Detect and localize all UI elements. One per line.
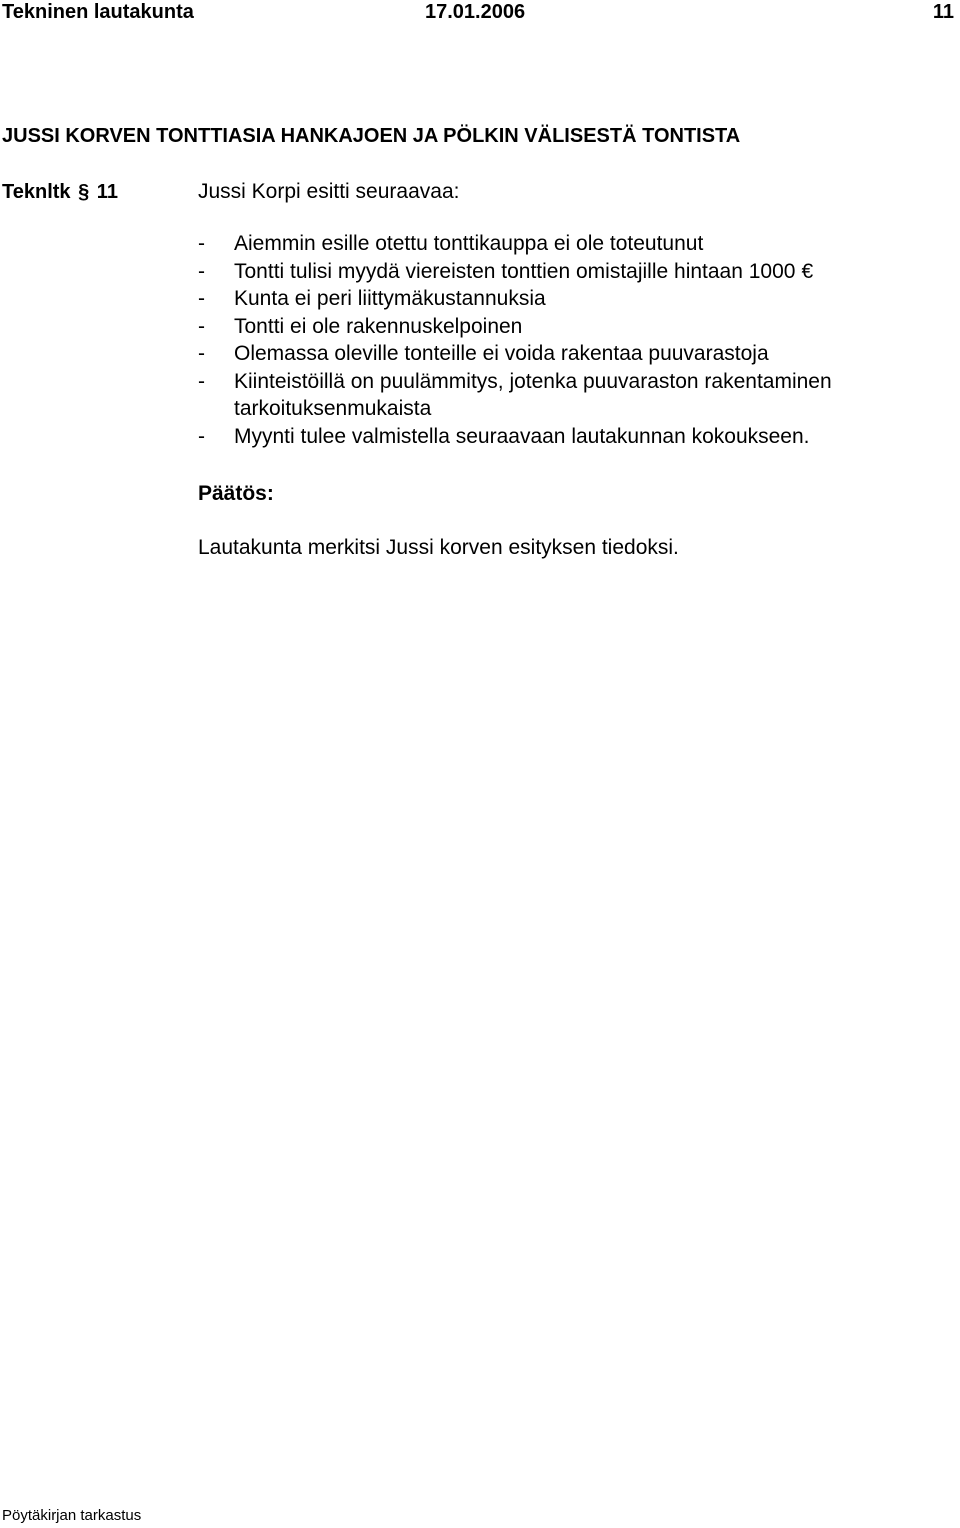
list-item-text: Olemassa oleville tonteille ei voida rakentaa puuvarastoja — [234, 342, 769, 365]
section-body: Teknltk — [2, 181, 71, 203]
list-item-text: Kunta ei peri liittymäkustannuksia — [234, 287, 546, 310]
header-date: 17.01.2006 — [425, 1, 526, 23]
list-item — [198, 258, 950, 286]
section-symbol: § — [78, 181, 90, 203]
list-item — [198, 368, 950, 423]
section-reference — [2, 180, 118, 204]
list-dash: - — [198, 232, 205, 255]
header-organization: Tekninen lautakunta — [2, 1, 194, 23]
list-item — [198, 423, 950, 451]
section-number: 11 — [96, 181, 118, 203]
list-item-text: Myynti tulee valmistella seuraavaan lautakunnan kokoukseen. — [234, 424, 810, 448]
document-title: JUSSI KORVEN TONTTIASIA HANKAJOEN JA PÖLKIN VÄLISESTÄ TONTISTA — [2, 125, 741, 147]
list-dash: - — [198, 259, 205, 283]
decision-heading: Päätös: — [198, 482, 274, 505]
intro-text: Jussi Korpi esitti seuraavaa: — [198, 180, 460, 203]
list-item-text: Kiinteistöillä on puulämmitys, jotenka puuvaraston rakentaminen tarkoituksenmukaista — [234, 369, 832, 420]
list-item — [198, 340, 950, 368]
list-dash: - — [198, 424, 205, 448]
list-item — [198, 313, 950, 341]
euro-symbol: € — [801, 259, 814, 283]
list-item-text: Tontti ei ole rakennuskelpoinen — [234, 314, 523, 338]
header-page-number: 11 — [932, 1, 954, 23]
list-item-text: Tontti tulisi myydä viereisten tonttien omistajille hintaan 1000 — [234, 259, 796, 283]
list-dash: - — [198, 287, 205, 310]
list-dash: - — [198, 369, 205, 393]
list-item — [198, 230, 950, 258]
footer-text: Pöytäkirjan tarkastus — [2, 1507, 142, 1524]
list-item — [198, 285, 950, 313]
list-dash: - — [198, 314, 205, 338]
decision-text: Lautakunta merkitsi Jussi korven esityksen tiedoksi. — [198, 536, 679, 559]
proposal-list — [198, 230, 950, 450]
list-dash: - — [198, 342, 205, 365]
list-item-text: Aiemmin esille otettu tonttikauppa ei ole toteutunut — [234, 232, 704, 255]
